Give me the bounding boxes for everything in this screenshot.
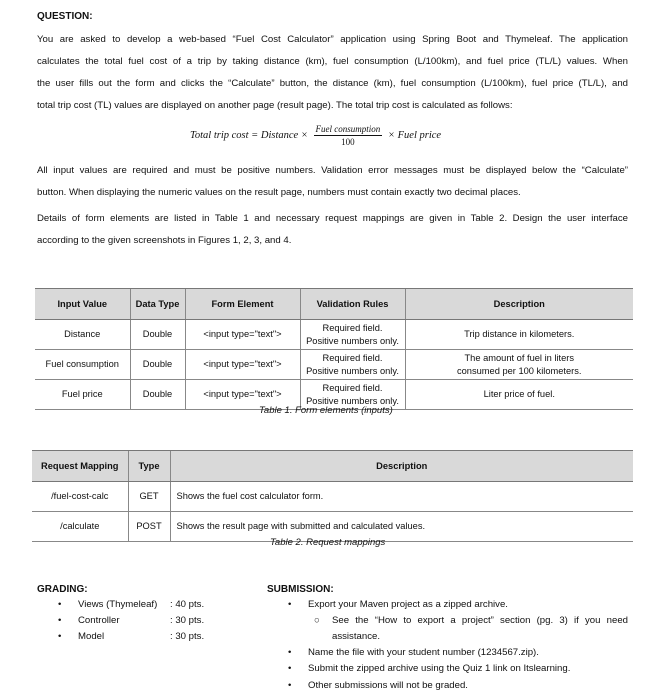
column-header: Data Type bbox=[130, 289, 185, 320]
formula-lhs: Total trip cost = Distance × bbox=[190, 129, 308, 141]
text-line: button. When displaying the numeric values on the result page, numbers must contain exactly two decimal places. bbox=[37, 187, 521, 198]
cell-form-element: <input type="text"> bbox=[185, 320, 300, 350]
formula-rhs: × Fuel price bbox=[387, 129, 442, 141]
table2-caption: Table 2. Request mappings bbox=[270, 537, 386, 548]
desc-line: The amount of fuel in liters bbox=[464, 352, 575, 363]
rule-line: Required field. bbox=[322, 352, 383, 363]
submission-item bbox=[288, 663, 571, 674]
table-row bbox=[35, 350, 633, 380]
cell-mapping: /calculate bbox=[32, 512, 128, 542]
formula-numerator: Fuel consumption bbox=[315, 124, 381, 134]
cell-data-type: Double bbox=[130, 320, 185, 350]
rule-line: Positive numbers only. bbox=[306, 335, 399, 346]
grading-label: Model bbox=[78, 631, 105, 642]
desc-line: Trip distance in kilometers. bbox=[464, 329, 575, 339]
formula-denominator: 100 bbox=[341, 137, 355, 147]
cell-description bbox=[405, 350, 633, 380]
grading-points: : 30 pts. bbox=[170, 615, 205, 626]
submission-text: Export your Maven project as a zipped archive. bbox=[308, 599, 508, 610]
table-header-row bbox=[35, 289, 633, 320]
table-row bbox=[32, 482, 633, 512]
desc-line: consumed per 100 kilometers. bbox=[456, 365, 582, 376]
cell-input-value: Distance bbox=[35, 320, 130, 350]
submission-heading: SUBMISSION: bbox=[267, 584, 334, 595]
bullet-icon: • bbox=[288, 680, 292, 691]
cell-form-element: <input type="text"> bbox=[185, 350, 300, 380]
grading-item bbox=[58, 615, 205, 626]
grading-item bbox=[58, 599, 205, 610]
cell-type: GET bbox=[128, 482, 170, 512]
bullet-icon: • bbox=[288, 599, 292, 610]
text-line: the user fills out the form and clicks the “Calculate” button, the distance (km), fuel consumption (L/100km), fuel price (TL/L), and bbox=[37, 78, 628, 89]
formula-fraction bbox=[314, 124, 383, 147]
submission-subitem bbox=[314, 615, 628, 626]
cell-data-type: Double bbox=[130, 380, 185, 410]
table-row bbox=[35, 320, 633, 350]
table1-caption: Table 1. Form elements (inputs) bbox=[259, 405, 393, 416]
grading-label: Views (Thymeleaf) bbox=[78, 599, 158, 610]
text-line: All input values are required and must be positive numbers. Validation error messages must be displayed below the “Calculate” bbox=[37, 165, 628, 176]
column-header: Validation Rules bbox=[300, 289, 405, 320]
cell-input-value: Fuel price bbox=[35, 380, 130, 410]
cost-formula bbox=[190, 124, 441, 147]
cell-description: Shows the fuel cost calculator form. bbox=[170, 482, 633, 512]
submission-text: See the “How to export a project” section (pg. 3) if you need bbox=[332, 615, 628, 626]
submission-item bbox=[288, 647, 539, 658]
cell-description: Shows the result page with submitted and calculated values. bbox=[170, 512, 633, 542]
bullet-icon: • bbox=[58, 615, 62, 626]
text-line: total trip cost (TL) values are displayed on another page (result page). The total trip cost is calculated as follows: bbox=[37, 100, 513, 111]
bullet-icon: • bbox=[58, 631, 62, 642]
table-header-row bbox=[32, 451, 633, 482]
column-header: Input Value bbox=[35, 289, 130, 320]
cell-validation bbox=[300, 320, 405, 350]
bullet-icon: • bbox=[288, 647, 292, 658]
grading-item bbox=[58, 631, 205, 642]
desc-line: Liter price of fuel. bbox=[483, 389, 555, 399]
text-line: You are asked to develop a web-based “Fuel Cost Calculator” application using Spring Boot and Thymeleaf. The application bbox=[37, 34, 628, 45]
bullet-icon: • bbox=[58, 599, 62, 610]
circle-bullet-icon: ○ bbox=[314, 615, 320, 626]
submission-text: Submit the zipped archive using the Quiz 1 link on Itslearning. bbox=[308, 663, 571, 674]
grading-heading: GRADING: bbox=[37, 584, 88, 595]
cell-description bbox=[405, 320, 633, 350]
cell-validation bbox=[300, 350, 405, 380]
submission-text: Name the file with your student number (1234567.zip). bbox=[308, 647, 539, 658]
cell-type: POST bbox=[128, 512, 170, 542]
submission-item bbox=[288, 680, 468, 691]
bullet-icon: • bbox=[288, 663, 292, 674]
grading-points: : 30 pts. bbox=[170, 631, 205, 642]
column-header: Form Element bbox=[185, 289, 300, 320]
question-heading: QUESTION: bbox=[37, 11, 93, 22]
submission-subitem-cont: assistance. bbox=[332, 631, 380, 642]
rule-line: Positive numbers only. bbox=[306, 365, 399, 376]
cell-form-element: <input type="text"> bbox=[185, 380, 300, 410]
column-header: Type bbox=[128, 451, 170, 482]
submission-text: Other submissions will not be graded. bbox=[308, 680, 468, 691]
rule-line: Required field. bbox=[322, 322, 383, 333]
cell-input-value: Fuel consumption bbox=[35, 350, 130, 380]
text-line: calculates the total fuel cost of a trip by taking distance (km), fuel consumption (L/100km), and fuel price (TL/L) values. When bbox=[37, 56, 628, 67]
rule-line: Required field. bbox=[322, 382, 383, 393]
cell-mapping: /fuel-cost-calc bbox=[32, 482, 128, 512]
grading-points: : 40 pts. bbox=[170, 599, 205, 610]
cell-data-type: Double bbox=[130, 350, 185, 380]
cell-description bbox=[405, 380, 633, 410]
text-line: Details of form elements are listed in Table 1 and necessary request mappings are given in Table 2. Design the user interface bbox=[37, 213, 628, 224]
form-elements-table bbox=[35, 288, 633, 410]
grading-label: Controller bbox=[78, 615, 120, 626]
text-line: according to the given screenshots in Figures 1, 2, 3, and 4. bbox=[37, 235, 292, 246]
column-header: Description bbox=[405, 289, 633, 320]
submission-item bbox=[288, 599, 508, 610]
column-header: Request Mapping bbox=[32, 451, 128, 482]
rule-line: Positive numbers only. bbox=[306, 395, 399, 406]
request-mappings-table bbox=[32, 450, 633, 542]
column-header: Description bbox=[170, 451, 633, 482]
